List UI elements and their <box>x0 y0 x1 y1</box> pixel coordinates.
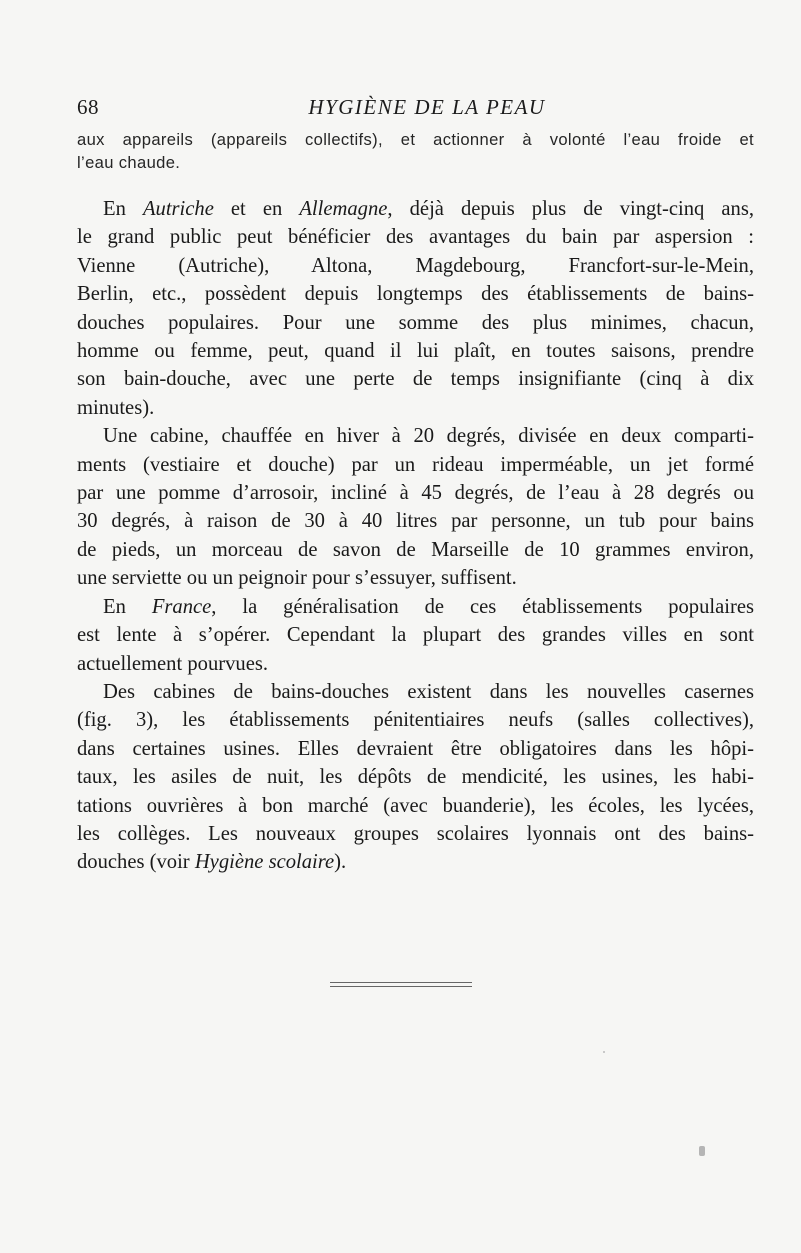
body-line: de pieds, un morceau de savon de Marseille de 10 grammes environ, <box>77 538 754 561</box>
body-line: douches populaires. Pour une somme des plus minimes, chacun, <box>77 311 754 334</box>
body-line <box>77 593 754 621</box>
text-run: En <box>103 595 152 618</box>
body-line: Berlin, etc., possèdent depuis longtemps des établissements de bains- <box>77 283 754 306</box>
text-run: et en <box>213 198 300 220</box>
page-header <box>77 93 753 121</box>
text-run: En <box>103 198 143 220</box>
text-run: douches (voir <box>77 851 195 874</box>
body-line: actuellement pourvues. <box>77 652 268 675</box>
body-line: minutes). <box>77 396 155 419</box>
intro-line: l’eau chaude. <box>77 153 181 172</box>
text-run: , la généralisation de ces établissements populaires <box>211 595 754 618</box>
body-line <box>77 848 754 876</box>
body-line: Vienne (Autriche), Altona, Magdebourg, Francfort-sur-le-Mein, <box>77 254 754 277</box>
section-divider-rule <box>330 982 472 983</box>
paper-speck <box>603 1051 605 1053</box>
italic-country: Autriche <box>142 198 214 220</box>
body-line: par une pomme d’arrosoir, incliné à 45 degrés, de l’eau à 28 degrés ou <box>77 482 754 505</box>
intro-line: aux appareils (appareils collectifs), et actionner à volonté l’eau froide et <box>77 130 754 149</box>
body-line <box>77 195 754 223</box>
text-run: , déjà depuis plus de vingt-cinq ans, <box>387 198 754 220</box>
italic-country: Allemagne <box>299 198 388 220</box>
body-line: Une cabine, chauffée en hiver à 20 degrés, divisée en deux comparti- <box>103 425 754 448</box>
intro-paragraph <box>77 128 754 174</box>
body-line: taux, les asiles de nuit, les dépôts de mendicité, les usines, les habi- <box>77 766 754 789</box>
body-line: est lente à s’opérer. Cependant la plupart des grandes villes en sont <box>77 624 754 647</box>
body-line: le grand public peut bénéficier des avantages du bain par aspersion : <box>77 226 754 249</box>
paper-stain <box>699 1146 705 1156</box>
body-text <box>77 195 754 877</box>
body-line: son bain-douche, avec une perte de temps insignifiante (cinq à dix <box>77 368 754 391</box>
text-run: ). <box>334 851 347 874</box>
italic-country: France <box>151 595 212 618</box>
italic-reference: Hygiène scolaire <box>194 851 335 874</box>
body-line: Des cabines de bains-douches existent dans les nouvelles casernes <box>103 680 754 703</box>
body-line: (fig. 3), les établissements pénitentiaires neufs (salles collectives), <box>77 709 754 732</box>
body-line: tations ouvrières à bon marché (avec buanderie), les écoles, les lycées, <box>77 794 754 817</box>
running-title: HYGIÈNE DE LA PEAU <box>308 95 546 119</box>
body-line: homme ou femme, peut, quand il lui plaît, en toutes saisons, prendre <box>77 340 754 363</box>
body-line: ments (vestiaire et douche) par un rideau imperméable, un jet formé <box>77 453 754 476</box>
section-divider-rule <box>330 986 472 987</box>
body-line: 30 degrés, à raison de 30 à 40 litres par personne, un tub pour bains <box>77 510 754 533</box>
page-number: 68 <box>77 95 99 119</box>
body-line: dans certaines usines. Elles devraient être obligatoires dans les hôpi- <box>77 737 754 760</box>
body-line: les collèges. Les nouveaux groupes scolaires lyonnais ont des bains- <box>77 822 754 845</box>
body-line: une serviette ou un peignoir pour s’essuyer, suffisent. <box>77 567 517 590</box>
